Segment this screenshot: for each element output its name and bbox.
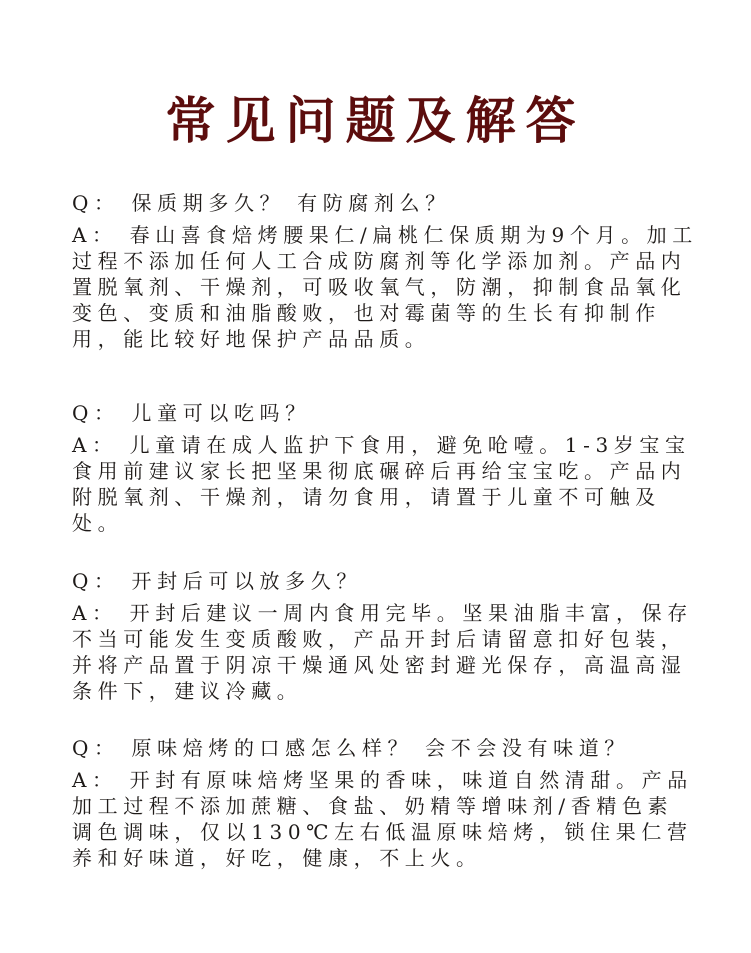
faq-answer: A： 春山喜食焙烤腰果仁/扁桃仁保质期为9个月。加工过程不添加任何人工合成防腐剂等化学添加剂。产品内置脱氧剂、干燥剂，可吸收氧气，防潮，抑制食品氧化变色、变质和油脂酸败，也对霉菌等的生长有抑制作用，能比较好地保护产品品质。 — [72, 223, 698, 351]
faq-item — [72, 190, 698, 352]
faq-question: Q： 原味焙烤的口感怎么样？ 会不会没有味道？ — [72, 736, 630, 760]
faq-question: Q： 开封后可以放多久？ — [72, 569, 362, 593]
faq-answer: A： 开封后建议一周内食用完毕。坚果油脂丰富，保存不当可能发生变质酸败，产品开封后请留意扣好包装，并将产品置于阴凉干燥通风处密封避光保存，高温高湿条件下，建议冷藏。 — [72, 601, 693, 703]
page-title: 常见问题及解答 — [165, 91, 586, 150]
faq-answer: A： 开封有原味焙烤坚果的香味，味道自然清甜。产品加工过程不添加蔗糖、食盐、奶精等增味剂/香精色素调色调味，仅以130℃左右低温原味焙烤，锁住果仁营养和好味道，好吃，健康，不上火。 — [72, 768, 693, 870]
faq-item — [72, 400, 698, 536]
faq-item — [72, 568, 698, 704]
faq-question: Q： 保质期多久？ 有防腐剂么？ — [72, 191, 451, 215]
faq-item — [72, 735, 698, 871]
faq-question: Q： 儿童可以吃吗？ — [72, 401, 311, 425]
faq-answer: A： 儿童请在成人监护下食用，避免呛噎。1-3岁宝宝食用前建议家长把坚果彻底碾碎后再给宝宝吃。产品内附脱氧剂、干燥剂，请勿食用，请置于儿童不可触及处。 — [72, 433, 691, 535]
